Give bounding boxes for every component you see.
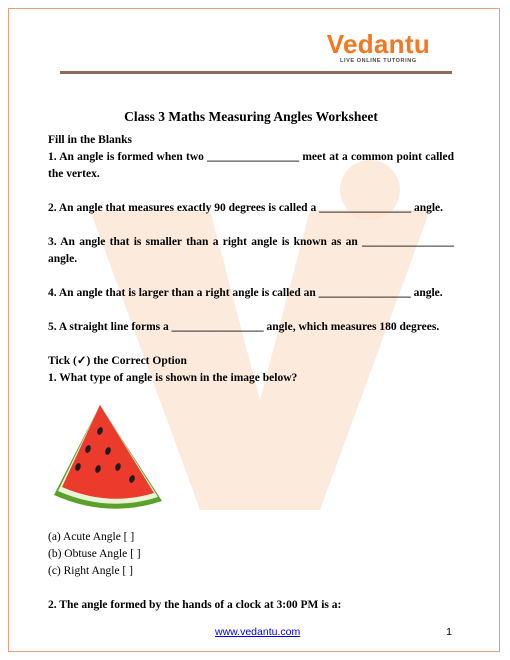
- question-5: 5. A straight line forms a ________________ angle, which measures 180 degrees.: [48, 321, 440, 333]
- vedantu-logo[interactable]: [327, 30, 430, 64]
- page-number: 1: [446, 626, 452, 638]
- option-c: (c) Right Angle [ ]: [48, 565, 133, 577]
- option-a: (a) Acute Angle [ ]: [48, 531, 135, 543]
- section-heading-tick: Tick (✓) the Correct Option: [48, 355, 187, 367]
- tick-question-1: 1. What type of angle is shown in the image below?: [48, 372, 298, 384]
- logo-brand: Vedantu: [326, 29, 430, 59]
- option-b: (b) Obtuse Angle [ ]: [48, 548, 141, 560]
- tick-question-2: 2. The angle formed by the hands of a clock at 3:00 PM is a:: [48, 599, 342, 611]
- header-divider: [60, 71, 452, 74]
- footer-website-link[interactable]: www.vedantu.com: [215, 626, 301, 638]
- question-4: 4. An angle that is larger than a right angle is called an ________________ angle.: [48, 287, 443, 299]
- section-heading-fill-blanks: Fill in the Blanks: [48, 134, 133, 146]
- worksheet-body: [48, 108, 454, 614]
- question-1: 1. An angle is formed when two ________________ meet at a common point called the vertex.: [48, 151, 454, 180]
- question-2: 2. An angle that measures exactly 90 degrees is called a ________________ angle.: [48, 202, 444, 214]
- worksheet-title: Class 3 Maths Measuring Angles Worksheet: [124, 109, 378, 124]
- logo-tagline: LIVE ONLINE TUTORING: [340, 58, 417, 64]
- watermelon-slice-image: [48, 397, 170, 517]
- question-3: 3. An angle that is smaller than a right angle is known as an ________________ angle.: [48, 236, 454, 265]
